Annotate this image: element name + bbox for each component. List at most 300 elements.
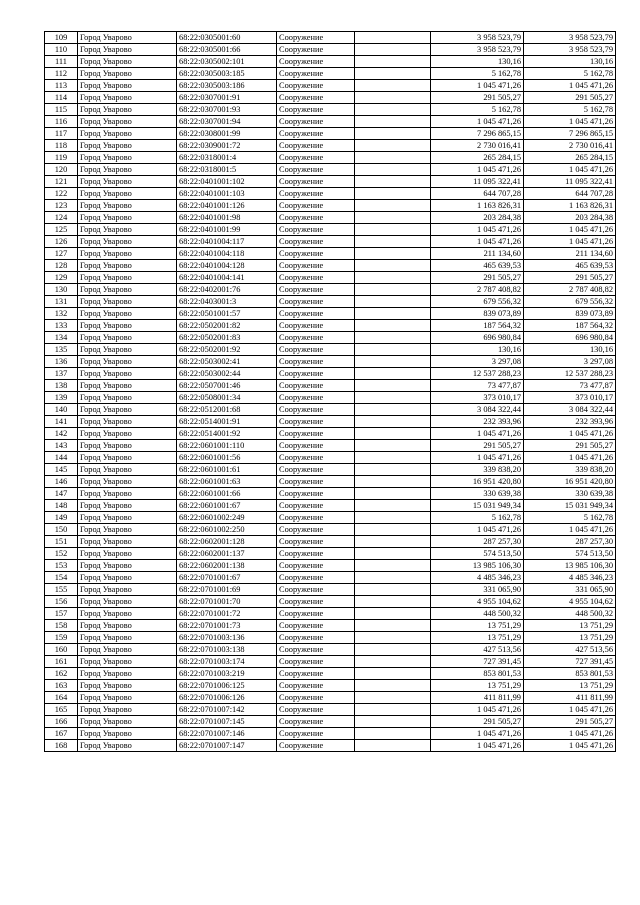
municipality-cell: Город Уварово <box>78 524 177 536</box>
note-cell <box>355 524 431 536</box>
cadastral-value-cell: 839 073,89 <box>431 308 524 320</box>
table-row <box>45 368 616 380</box>
cadastral-number-cell: 68:22:0701007:146 <box>177 728 277 740</box>
row-number-cell: 127 <box>45 248 78 260</box>
row-number-cell: 148 <box>45 500 78 512</box>
municipality-cell: Город Уварово <box>78 332 177 344</box>
cadastral-value-cell: 13 985 106,30 <box>431 560 524 572</box>
row-number-cell: 109 <box>45 32 78 44</box>
total-value-cell: 291 505,27 <box>524 272 616 284</box>
municipality-cell: Город Уварово <box>78 164 177 176</box>
cadastral-value-cell: 1 045 471,26 <box>431 740 524 752</box>
municipality-cell: Город Уварово <box>78 512 177 524</box>
cadastral-number-cell: 68:22:0601001:110 <box>177 440 277 452</box>
cadastral-number-cell: 68:22:0401004:118 <box>177 248 277 260</box>
total-value-cell: 1 045 471,26 <box>524 428 616 440</box>
row-number-cell: 115 <box>45 104 78 116</box>
cadastral-value-cell: 1 045 471,26 <box>431 452 524 464</box>
row-number-cell: 133 <box>45 320 78 332</box>
municipality-cell: Город Уварово <box>78 716 177 728</box>
row-number-cell: 132 <box>45 308 78 320</box>
municipality-cell: Город Уварово <box>78 500 177 512</box>
total-value-cell: 2 730 016,41 <box>524 140 616 152</box>
municipality-cell: Город Уварово <box>78 248 177 260</box>
cadastral-number-cell: 68:22:0305002:101 <box>177 56 277 68</box>
row-number-cell: 161 <box>45 656 78 668</box>
total-value-cell: 373 010,17 <box>524 392 616 404</box>
cadastral-value-cell: 13 751,29 <box>431 620 524 632</box>
note-cell <box>355 344 431 356</box>
total-value-cell: 448 500,32 <box>524 608 616 620</box>
cadastral-number-cell: 68:22:0601001:67 <box>177 500 277 512</box>
cadastral-number-cell: 68:22:0401001:126 <box>177 200 277 212</box>
row-number-cell: 112 <box>45 68 78 80</box>
cadastral-value-cell: 15 031 949,34 <box>431 500 524 512</box>
cadastral-number-cell: 68:22:0508001:34 <box>177 392 277 404</box>
table-row <box>45 128 616 140</box>
table-row <box>45 272 616 284</box>
cadastral-value-cell: 1 045 471,26 <box>431 704 524 716</box>
municipality-cell: Город Уварово <box>78 344 177 356</box>
table-row <box>45 92 616 104</box>
object-type-cell: Сооружение <box>277 428 355 440</box>
total-value-cell: 853 801,53 <box>524 668 616 680</box>
object-type-cell: Сооружение <box>277 740 355 752</box>
row-number-cell: 123 <box>45 200 78 212</box>
note-cell <box>355 536 431 548</box>
cadastral-value-cell: 287 257,30 <box>431 536 524 548</box>
row-number-cell: 137 <box>45 368 78 380</box>
total-value-cell: 5 162,78 <box>524 512 616 524</box>
row-number-cell: 157 <box>45 608 78 620</box>
cadastral-value-cell: 73 477,87 <box>431 380 524 392</box>
object-type-cell: Сооружение <box>277 500 355 512</box>
table-body <box>45 32 616 752</box>
municipality-cell: Город Уварово <box>78 296 177 308</box>
cadastral-value-cell: 12 537 288,23 <box>431 368 524 380</box>
note-cell <box>355 440 431 452</box>
municipality-cell: Город Уварово <box>78 608 177 620</box>
note-cell <box>355 56 431 68</box>
cadastral-number-cell: 68:22:0502001:82 <box>177 320 277 332</box>
note-cell <box>355 380 431 392</box>
note-cell <box>355 476 431 488</box>
row-number-cell: 116 <box>45 116 78 128</box>
municipality-cell: Город Уварово <box>78 368 177 380</box>
note-cell <box>355 284 431 296</box>
total-value-cell: 232 393,96 <box>524 416 616 428</box>
municipality-cell: Город Уварово <box>78 260 177 272</box>
object-type-cell: Сооружение <box>277 536 355 548</box>
cadastral-number-cell: 68:22:0307001:94 <box>177 116 277 128</box>
cadastral-number-cell: 68:22:0601002:249 <box>177 512 277 524</box>
cadastral-value-cell: 5 162,78 <box>431 512 524 524</box>
cadastral-value-cell: 130,16 <box>431 56 524 68</box>
table-row <box>45 740 616 752</box>
table-row <box>45 608 616 620</box>
table-row <box>45 704 616 716</box>
note-cell <box>355 152 431 164</box>
cadastral-number-cell: 68:22:0308001:99 <box>177 128 277 140</box>
total-value-cell: 330 639,38 <box>524 488 616 500</box>
municipality-cell: Город Уварово <box>78 488 177 500</box>
cadastral-value-cell: 1 045 471,26 <box>431 236 524 248</box>
note-cell <box>355 260 431 272</box>
cadastral-value-cell: 373 010,17 <box>431 392 524 404</box>
object-type-cell: Сооружение <box>277 452 355 464</box>
municipality-cell: Город Уварово <box>78 56 177 68</box>
table-row <box>45 404 616 416</box>
object-type-cell: Сооружение <box>277 80 355 92</box>
cadastral-number-cell: 68:22:0701001:70 <box>177 596 277 608</box>
cadastral-number-cell: 68:22:0503002:41 <box>177 356 277 368</box>
table-row <box>45 44 616 56</box>
total-value-cell: 291 505,27 <box>524 92 616 104</box>
total-value-cell: 1 045 471,26 <box>524 524 616 536</box>
municipality-cell: Город Уварово <box>78 452 177 464</box>
note-cell <box>355 32 431 44</box>
row-number-cell: 124 <box>45 212 78 224</box>
note-cell <box>355 68 431 80</box>
cadastral-number-cell: 68:22:0701003:219 <box>177 668 277 680</box>
total-value-cell: 203 284,38 <box>524 212 616 224</box>
municipality-cell: Город Уварово <box>78 320 177 332</box>
municipality-cell: Город Уварово <box>78 32 177 44</box>
municipality-cell: Город Уварово <box>78 476 177 488</box>
total-value-cell: 411 811,99 <box>524 692 616 704</box>
note-cell <box>355 608 431 620</box>
object-type-cell: Сооружение <box>277 584 355 596</box>
note-cell <box>355 680 431 692</box>
note-cell <box>355 692 431 704</box>
note-cell <box>355 560 431 572</box>
cadastral-value-cell: 2 787 408,82 <box>431 284 524 296</box>
cadastral-value-cell: 4 955 104,62 <box>431 596 524 608</box>
municipality-cell: Город Уварово <box>78 632 177 644</box>
cadastral-value-cell: 291 505,27 <box>431 272 524 284</box>
cadastral-number-cell: 68:22:0502001:92 <box>177 344 277 356</box>
object-type-cell: Сооружение <box>277 524 355 536</box>
cadastral-value-cell: 331 065,90 <box>431 584 524 596</box>
object-type-cell: Сооружение <box>277 620 355 632</box>
object-type-cell: Сооружение <box>277 68 355 80</box>
municipality-cell: Город Уварово <box>78 44 177 56</box>
table-row <box>45 512 616 524</box>
table-row <box>45 212 616 224</box>
object-type-cell: Сооружение <box>277 296 355 308</box>
municipality-cell: Город Уварово <box>78 380 177 392</box>
object-type-cell: Сооружение <box>277 332 355 344</box>
cadastral-value-cell: 1 045 471,26 <box>431 80 524 92</box>
cadastral-number-cell: 68:22:0514001:91 <box>177 416 277 428</box>
table-row <box>45 224 616 236</box>
row-number-cell: 128 <box>45 260 78 272</box>
row-number-cell: 159 <box>45 632 78 644</box>
cadastral-value-cell: 203 284,38 <box>431 212 524 224</box>
cadastral-number-cell: 68:22:0512001:68 <box>177 404 277 416</box>
cadastral-value-cell: 853 801,53 <box>431 668 524 680</box>
row-number-cell: 143 <box>45 440 78 452</box>
cadastral-number-cell: 68:22:0701007:147 <box>177 740 277 752</box>
cadastral-value-cell: 7 296 865,15 <box>431 128 524 140</box>
row-number-cell: 140 <box>45 404 78 416</box>
municipality-cell: Город Уварово <box>78 536 177 548</box>
total-value-cell: 1 045 471,26 <box>524 164 616 176</box>
object-type-cell: Сооружение <box>277 416 355 428</box>
row-number-cell: 160 <box>45 644 78 656</box>
total-value-cell: 839 073,89 <box>524 308 616 320</box>
table-row <box>45 116 616 128</box>
cadastral-number-cell: 68:22:0309001:72 <box>177 140 277 152</box>
total-value-cell: 3 084 322,44 <box>524 404 616 416</box>
cadastral-value-cell: 1 045 471,26 <box>431 428 524 440</box>
municipality-cell: Город Уварово <box>78 440 177 452</box>
cadastral-number-cell: 68:22:0507001:46 <box>177 380 277 392</box>
cadastral-number-cell: 68:22:0401001:102 <box>177 176 277 188</box>
cadastral-number-cell: 68:22:0701003:174 <box>177 656 277 668</box>
object-type-cell: Сооружение <box>277 728 355 740</box>
object-type-cell: Сооружение <box>277 488 355 500</box>
total-value-cell: 265 284,15 <box>524 152 616 164</box>
total-value-cell: 1 045 471,26 <box>524 740 616 752</box>
total-value-cell: 291 505,27 <box>524 716 616 728</box>
cadastral-number-cell: 68:22:0403001:3 <box>177 296 277 308</box>
object-type-cell: Сооружение <box>277 644 355 656</box>
note-cell <box>355 596 431 608</box>
cadastral-value-cell: 448 500,32 <box>431 608 524 620</box>
row-number-cell: 168 <box>45 740 78 752</box>
note-cell <box>355 80 431 92</box>
row-number-cell: 120 <box>45 164 78 176</box>
cadastral-value-cell: 291 505,27 <box>431 440 524 452</box>
table-row <box>45 452 616 464</box>
table-row <box>45 716 616 728</box>
row-number-cell: 131 <box>45 296 78 308</box>
cadastral-value-cell: 3 958 523,79 <box>431 32 524 44</box>
note-cell <box>355 452 431 464</box>
cadastral-value-cell: 644 707,28 <box>431 188 524 200</box>
municipality-cell: Город Уварово <box>78 284 177 296</box>
municipality-cell: Город Уварово <box>78 392 177 404</box>
object-type-cell: Сооружение <box>277 140 355 152</box>
note-cell <box>355 356 431 368</box>
row-number-cell: 163 <box>45 680 78 692</box>
table-row <box>45 260 616 272</box>
total-value-cell: 130,16 <box>524 56 616 68</box>
object-type-cell: Сооружение <box>277 704 355 716</box>
row-number-cell: 146 <box>45 476 78 488</box>
total-value-cell: 574 513,50 <box>524 548 616 560</box>
row-number-cell: 164 <box>45 692 78 704</box>
table-row <box>45 488 616 500</box>
total-value-cell: 2 787 408,82 <box>524 284 616 296</box>
cadastral-number-cell: 68:22:0701003:136 <box>177 632 277 644</box>
municipality-cell: Город Уварово <box>78 464 177 476</box>
object-type-cell: Сооружение <box>277 104 355 116</box>
cadastral-value-cell: 1 163 826,31 <box>431 200 524 212</box>
table-row <box>45 80 616 92</box>
total-value-cell: 1 045 471,26 <box>524 728 616 740</box>
row-number-cell: 130 <box>45 284 78 296</box>
total-value-cell: 3 297,08 <box>524 356 616 368</box>
municipality-cell: Город Уварово <box>78 620 177 632</box>
cadastral-number-cell: 68:22:0307001:91 <box>177 92 277 104</box>
municipality-cell: Город Уварово <box>78 644 177 656</box>
total-value-cell: 73 477,87 <box>524 380 616 392</box>
municipality-cell: Город Уварово <box>78 200 177 212</box>
note-cell <box>355 704 431 716</box>
row-number-cell: 142 <box>45 428 78 440</box>
row-number-cell: 156 <box>45 596 78 608</box>
cadastral-number-cell: 68:22:0701003:138 <box>177 644 277 656</box>
row-number-cell: 145 <box>45 464 78 476</box>
object-type-cell: Сооружение <box>277 632 355 644</box>
total-value-cell: 465 639,53 <box>524 260 616 272</box>
note-cell <box>355 572 431 584</box>
object-type-cell: Сооружение <box>277 176 355 188</box>
object-type-cell: Сооружение <box>277 236 355 248</box>
table-row <box>45 656 616 668</box>
cadastral-number-cell: 68:22:0701001:72 <box>177 608 277 620</box>
total-value-cell: 287 257,30 <box>524 536 616 548</box>
cadastral-number-cell: 68:22:0701001:67 <box>177 572 277 584</box>
municipality-cell: Город Уварово <box>78 572 177 584</box>
cadastral-number-cell: 68:22:0305001:60 <box>177 32 277 44</box>
object-type-cell: Сооружение <box>277 572 355 584</box>
municipality-cell: Город Уварово <box>78 176 177 188</box>
row-number-cell: 136 <box>45 356 78 368</box>
row-number-cell: 162 <box>45 668 78 680</box>
note-cell <box>355 740 431 752</box>
object-type-cell: Сооружение <box>277 320 355 332</box>
note-cell <box>355 644 431 656</box>
object-type-cell: Сооружение <box>277 356 355 368</box>
municipality-cell: Город Уварово <box>78 128 177 140</box>
municipality-cell: Город Уварово <box>78 212 177 224</box>
cadastral-value-cell: 574 513,50 <box>431 548 524 560</box>
municipality-cell: Город Уварово <box>78 80 177 92</box>
municipality-cell: Город Уварово <box>78 236 177 248</box>
table-row <box>45 152 616 164</box>
cadastral-number-cell: 68:22:0602001:128 <box>177 536 277 548</box>
note-cell <box>355 584 431 596</box>
total-value-cell: 339 838,20 <box>524 464 616 476</box>
cadastral-value-cell: 1 045 471,26 <box>431 524 524 536</box>
object-type-cell: Сооружение <box>277 200 355 212</box>
note-cell <box>355 212 431 224</box>
table-row <box>45 440 616 452</box>
row-number-cell: 141 <box>45 416 78 428</box>
cadastral-value-cell: 1 045 471,26 <box>431 728 524 740</box>
row-number-cell: 150 <box>45 524 78 536</box>
table-row <box>45 584 616 596</box>
row-number-cell: 118 <box>45 140 78 152</box>
table-row <box>45 164 616 176</box>
note-cell <box>355 44 431 56</box>
row-number-cell: 147 <box>45 488 78 500</box>
municipality-cell: Город Уварово <box>78 584 177 596</box>
municipality-cell: Город Уварово <box>78 404 177 416</box>
table-row <box>45 140 616 152</box>
cadastral-number-cell: 68:22:0701006:125 <box>177 680 277 692</box>
cadastral-value-cell: 3 958 523,79 <box>431 44 524 56</box>
cadastral-value-cell: 411 811,99 <box>431 692 524 704</box>
total-value-cell: 727 391,45 <box>524 656 616 668</box>
note-cell <box>355 272 431 284</box>
cadastral-number-cell: 68:22:0401001:98 <box>177 212 277 224</box>
cadastral-value-cell: 130,16 <box>431 344 524 356</box>
table-row <box>45 332 616 344</box>
note-cell <box>355 488 431 500</box>
table-row <box>45 428 616 440</box>
cadastral-number-cell: 68:22:0401001:99 <box>177 224 277 236</box>
municipality-cell: Город Уварово <box>78 692 177 704</box>
cadastral-number-cell: 68:22:0501001:57 <box>177 308 277 320</box>
cadastral-value-cell: 3 297,08 <box>431 356 524 368</box>
cadastral-value-cell: 679 556,32 <box>431 296 524 308</box>
row-number-cell: 139 <box>45 392 78 404</box>
cadastral-number-cell: 68:22:0401004:141 <box>177 272 277 284</box>
row-number-cell: 166 <box>45 716 78 728</box>
row-number-cell: 155 <box>45 584 78 596</box>
municipality-cell: Город Уварово <box>78 140 177 152</box>
cadastral-value-cell: 5 162,78 <box>431 68 524 80</box>
cadastral-number-cell: 68:22:0401001:103 <box>177 188 277 200</box>
cadastral-value-cell: 339 838,20 <box>431 464 524 476</box>
row-number-cell: 134 <box>45 332 78 344</box>
cadastral-number-cell: 68:22:0318001:5 <box>177 164 277 176</box>
note-cell <box>355 632 431 644</box>
note-cell <box>355 224 431 236</box>
cadastral-value-cell: 2 730 016,41 <box>431 140 524 152</box>
total-value-cell: 1 045 471,26 <box>524 236 616 248</box>
object-type-cell: Сооружение <box>277 692 355 704</box>
cadastral-value-cell: 16 951 420,80 <box>431 476 524 488</box>
total-value-cell: 696 980,84 <box>524 332 616 344</box>
note-cell <box>355 140 431 152</box>
object-type-cell: Сооружение <box>277 272 355 284</box>
total-value-cell: 1 163 826,31 <box>524 200 616 212</box>
cadastral-number-cell: 68:22:0701007:142 <box>177 704 277 716</box>
total-value-cell: 13 751,29 <box>524 632 616 644</box>
note-cell <box>355 236 431 248</box>
row-number-cell: 110 <box>45 44 78 56</box>
total-value-cell: 1 045 471,26 <box>524 80 616 92</box>
note-cell <box>355 248 431 260</box>
cadastral-value-cell: 696 980,84 <box>431 332 524 344</box>
municipality-cell: Город Уварово <box>78 92 177 104</box>
cadastral-number-cell: 68:22:0701006:126 <box>177 692 277 704</box>
object-type-cell: Сооружение <box>277 128 355 140</box>
note-cell <box>355 548 431 560</box>
cadastral-number-cell: 68:22:0502001:83 <box>177 332 277 344</box>
object-type-cell: Сооружение <box>277 308 355 320</box>
table-row <box>45 560 616 572</box>
row-number-cell: 165 <box>45 704 78 716</box>
table-row <box>45 284 616 296</box>
municipality-cell: Город Уварово <box>78 224 177 236</box>
cadastral-value-cell: 3 084 322,44 <box>431 404 524 416</box>
municipality-cell: Город Уварово <box>78 548 177 560</box>
row-number-cell: 129 <box>45 272 78 284</box>
table-row <box>45 728 616 740</box>
total-value-cell: 4 485 346,23 <box>524 572 616 584</box>
note-cell <box>355 128 431 140</box>
note-cell <box>355 104 431 116</box>
cadastral-number-cell: 68:22:0305001:66 <box>177 44 277 56</box>
municipality-cell: Город Уварово <box>78 356 177 368</box>
cadastral-number-cell: 68:22:0307001:93 <box>177 104 277 116</box>
